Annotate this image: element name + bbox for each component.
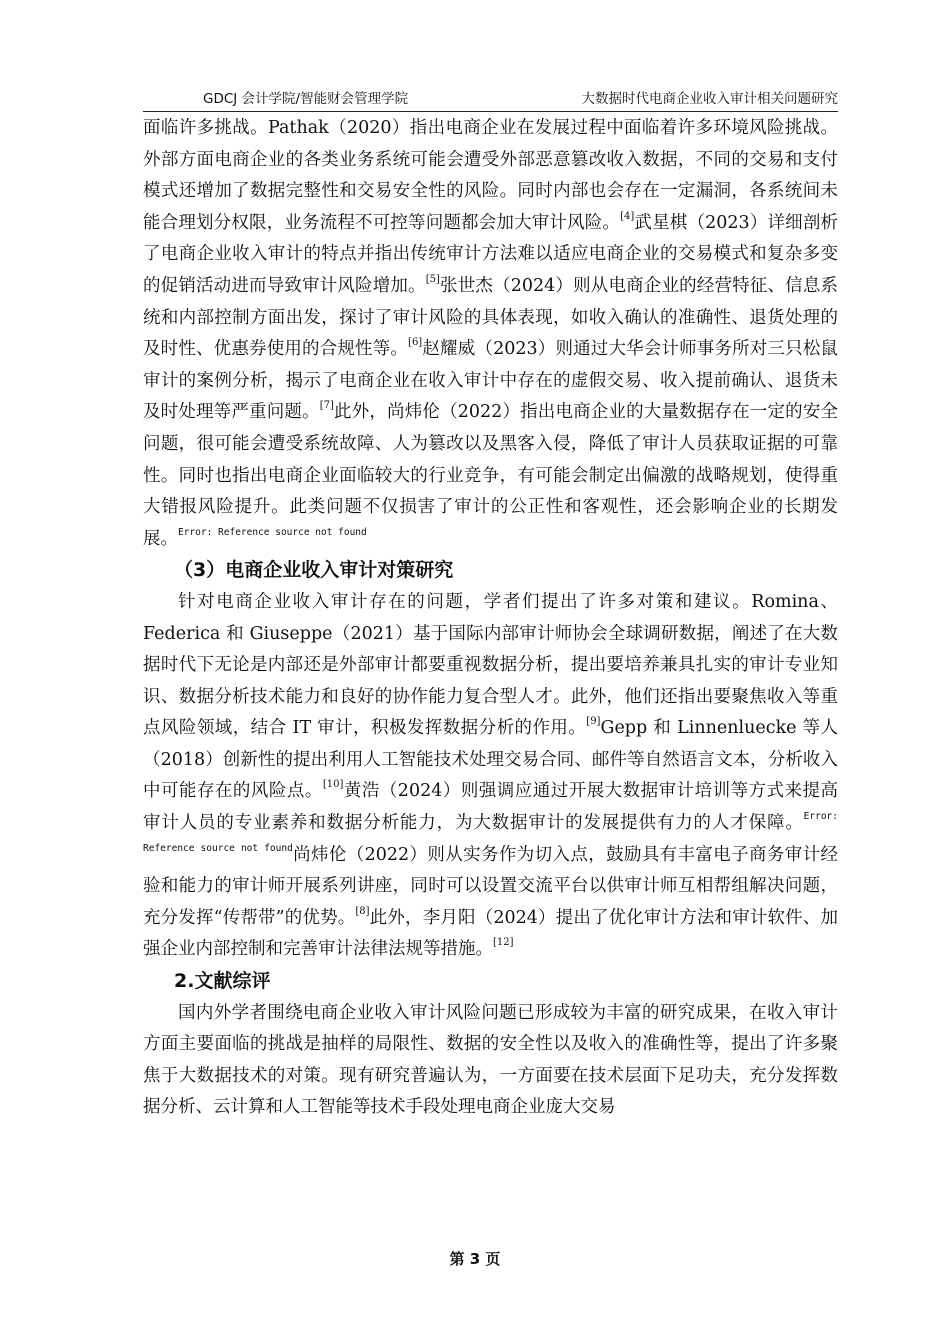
sentence: 此外，尚炜伦（2022）指出电商企业的大量数据存在一定的安全问题，很可能会遭受系统故障、人为篡改以及黑客入侵，降低了审计人员获取证据的可靠性。同时也指出电商企业面临较大的行业竞争，有可能会制定出偏激的战略规划，使得重大错报风险提升。此类问题不仅损害了审计的公正性和客观性，还会影响企业的长期发展。 bbox=[143, 402, 838, 549]
sentence: 此外，李月阳（2024）提出了优化审计方法和审计软件、加强企业内部控制和完善审计法律法规等措施。 bbox=[143, 907, 838, 960]
citation-ref[interactable]: [5] bbox=[425, 273, 440, 285]
paragraph-risk-review bbox=[143, 113, 838, 555]
page-number: 第 3 页 bbox=[449, 1250, 501, 1268]
reference-error: Error: Reference source not found bbox=[143, 811, 838, 854]
reference-error: Error: Reference source not found bbox=[178, 526, 367, 538]
section-heading-countermeasures: （3）电商企业收入审计对策研究 bbox=[174, 559, 454, 582]
sentence: 赵耀威（2023）则通过大华会计师事务所对三只松鼠审计的案例分析，揭示了电商企业在收入审计中存在的虚假交易、收入提前确认、退货未及时处理等严重问题。 bbox=[143, 339, 838, 423]
sentence: 针对电商企业收入审计存在的问题，学者们提出了许多对策和建议。Romina、Federica 和 Giuseppe（2021）基于国际内部审计师协会全球调研数据，阐述了在大数据时代下无论是内部还是外部审计都要重视数据分析，提出要培养兼具扎实的审计专业知识、数据分析技术能力和良好的协作能力复合型人才。此外，他们还指出要聚焦收入等重点风险领域，结合 IT 审计，积极发挥数据分析的作用。 bbox=[143, 591, 838, 739]
sentence: 张世杰（2024）则从电商企业的经营特征、信息系统和内部控制方面出发，探讨了审计风险的具体表现，如收入确认的准确性、退货处理的及时性、优惠券使用的合规性等。 bbox=[143, 275, 838, 360]
sentence: 国内外学者围绕电商企业收入审计风险问题已形成较为丰富的研究成果，在收入审计方面主要面临的挑战是抽样的局限性、数据的安全性以及收入的准确性等，提出了许多聚焦于大数据技术的对策。现有研究普遍认为，一方面要在技术层面下足功夫，充分发挥数据分析、云计算和人工智能等技术手段处理电商企业庞大交易 bbox=[143, 1002, 838, 1118]
page-header bbox=[143, 84, 838, 112]
sentence: 尚炜伦（2022）则从实务作为切入点，鼓励具有丰富电子商务审计经验和能力的审计师开展系列讲座，同时可以设置交流平台以供审计师互相帮组解决问题，充分发挥“传帮带”的优势。 bbox=[143, 844, 838, 928]
sentence: Gepp 和 Linnenluecke 等人（2018）创新性的提出利用人工智能技术处理交易合同、邮件等自然语言文本，分析收入中可能存在的风险点。 bbox=[143, 718, 838, 802]
paragraph-countermeasures bbox=[143, 587, 838, 966]
body-text bbox=[143, 113, 838, 1124]
paragraph-literature-review bbox=[143, 998, 838, 1124]
header-institution: GDCJ 会计学院/智能财会管理学院 bbox=[203, 91, 409, 107]
sentence: 黄浩（2024）则强调应通过开展大数据审计培训等方式来提高审计人员的专业素养和数据分析能力，为大数据审计的发展提供有力的人才保障。 bbox=[143, 781, 838, 834]
header-paper-title: 大数据时代电商企业收入审计相关问题研究 bbox=[581, 91, 838, 107]
section-heading-literature-review: 2.文献综评 bbox=[174, 970, 271, 993]
citation-ref[interactable]: [10] bbox=[322, 779, 344, 791]
sentence: 武星棋（2023）详细剖析了电商企业收入审计的特点并指出传统审计方法难以适应电商企业的交易模式和复杂多变的促销活动进而导致审计风险增加。 bbox=[143, 212, 838, 296]
citation-ref[interactable]: [6] bbox=[408, 337, 423, 349]
citation-ref[interactable]: [12] bbox=[493, 937, 514, 949]
citation-ref[interactable]: [9] bbox=[586, 716, 601, 728]
citation-ref[interactable]: [4] bbox=[620, 210, 635, 222]
sentence: 面临许多挑战。Pathak（2020）指出电商企业在发展过程中面临着许多环境风险挑战。外部方面电商企业的各类业务系统可能会遭受外部恶意篡改收入数据，不同的交易和支付模式还增加了数据完整性和交易安全性的风险。同时内部也会存在一定漏洞，各系统间未能合理划分权限，业务流程不可控等问题都会加大审计风险。 bbox=[143, 118, 838, 233]
citation-ref[interactable]: [8] bbox=[355, 905, 370, 917]
citation-ref[interactable]: [7] bbox=[319, 400, 334, 412]
